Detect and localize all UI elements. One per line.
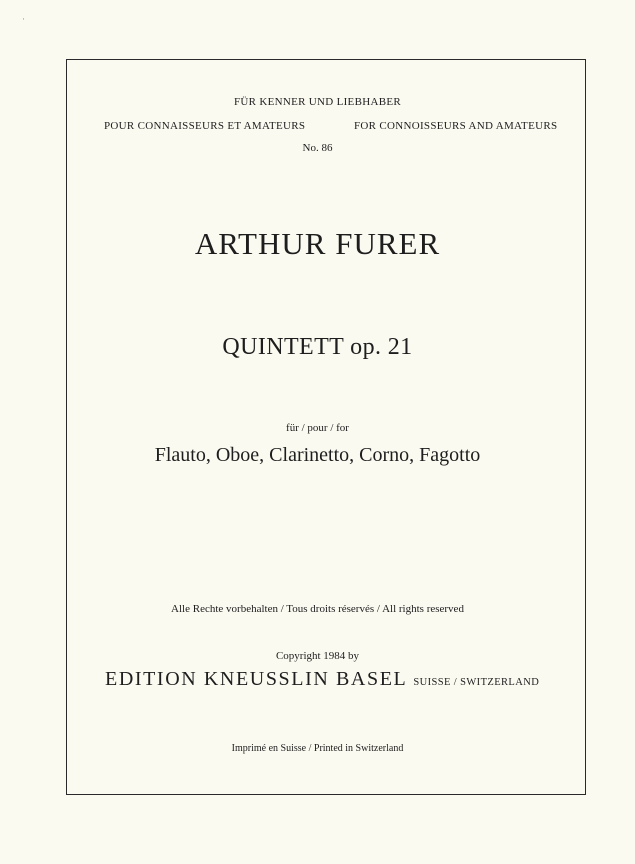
publisher-line xyxy=(105,668,539,691)
publisher-location: SUISSE / SWITZERLAND xyxy=(413,677,540,688)
rights-notice: Alle Rechte vorbehalten / Tous droits réservés / All rights reserved xyxy=(171,603,464,615)
series-title-english: FOR CONNOISSEURS AND AMATEURS xyxy=(354,120,558,132)
composer-name: ARTHUR FURER xyxy=(194,226,441,261)
work-title: QUINTETT op. 21 xyxy=(222,334,413,360)
instrumentation: Flauto, Oboe, Clarinetto, Corno, Fagotto xyxy=(154,444,481,466)
copyright-line: Copyright 1984 by xyxy=(275,650,360,662)
printed-in-notice: Imprimé en Suisse / Printed in Switzerland xyxy=(231,743,404,754)
series-title-german: FÜR KENNER UND LIEBHABER xyxy=(233,96,401,108)
publisher-name: EDITION KNEUSSLIN BASEL xyxy=(105,668,408,690)
series-title-french: POUR CONNAISSEURS ET AMATEURS xyxy=(104,120,306,132)
scoring-prefix: für / pour / for xyxy=(286,422,349,434)
paper-speck: · xyxy=(22,14,25,24)
series-number: No. 86 xyxy=(302,142,333,154)
